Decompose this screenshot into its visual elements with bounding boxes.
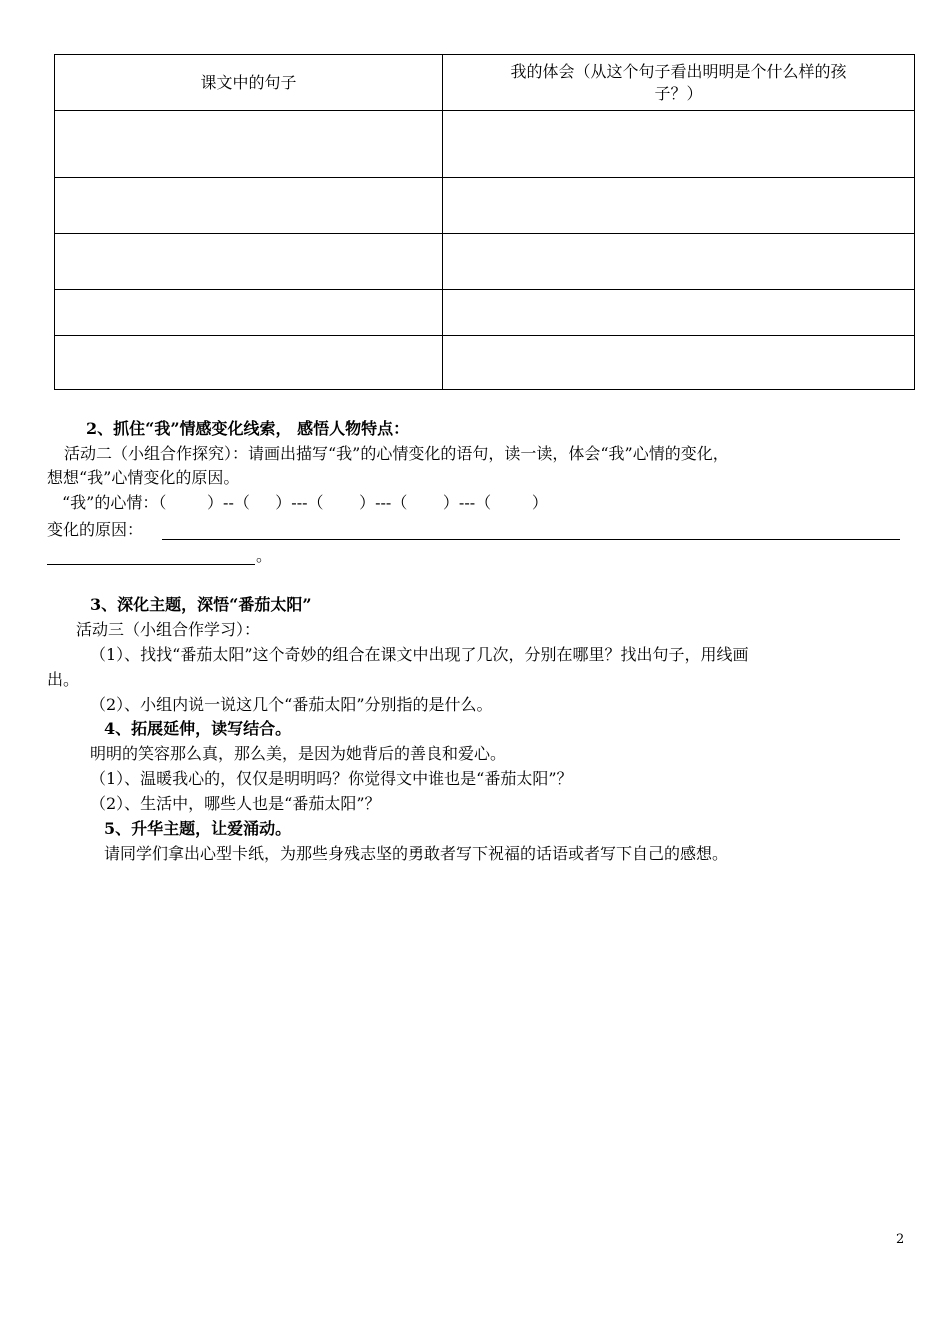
reason-label: 变化的原因： xyxy=(47,520,144,539)
section3-heading: 3、深化主题，深悟“番茄太阳” xyxy=(90,595,312,614)
section2-heading: 2、抓住“我”情感变化线索， 感悟人物特点： xyxy=(86,419,410,438)
sentence-cell[interactable] xyxy=(55,336,443,390)
sentence-cell[interactable] xyxy=(55,178,443,234)
table-row xyxy=(55,336,915,390)
section4-item1: （1）、温暖我心的，仅仅是明明吗？你觉得文中谁也是“番茄太阳”？ xyxy=(90,769,573,788)
header-reflection xyxy=(443,55,915,111)
reason-end-mark: 。 xyxy=(256,546,273,565)
reflection-cell[interactable] xyxy=(443,111,915,178)
table-row xyxy=(55,111,915,178)
mood-sequence-line[interactable]: “我”的心情：（ ）--（ ）---（ ）---（ ）---（ ） xyxy=(62,493,548,512)
reflection-cell[interactable] xyxy=(443,336,915,390)
section3-item1-line1: （1）、找找“番茄太阳”这个奇妙的组合在课文中出现了几次，分别在哪里？找出句子，用线画 xyxy=(90,645,749,664)
page-number: 2 xyxy=(896,1232,905,1247)
reason-answer-line[interactable] xyxy=(162,539,900,540)
sentence-reflection-table xyxy=(54,54,915,390)
reflection-cell[interactable] xyxy=(443,234,915,290)
reflection-cell[interactable] xyxy=(443,290,915,336)
reflection-cell[interactable] xyxy=(443,178,915,234)
sentence-cell[interactable] xyxy=(55,234,443,290)
activity2-line1: 活动二（小组合作探究）：请画出描写“我”的心情变化的语句，读一读，体会“我”心情的变化， xyxy=(64,444,729,463)
activity3-label: 活动三（小组合作学习）： xyxy=(76,620,261,639)
reason-answer-line-2[interactable] xyxy=(47,564,255,565)
header-reflection-line2: 子？） xyxy=(654,83,703,103)
section5-text: 请同学们拿出心型卡纸，为那些身残志坚的勇敢者写下祝福的话语或者写下自己的感想。 xyxy=(104,844,729,863)
header-reflection-line1: 我的体会（从这个句子看出明明是个什么样的孩 xyxy=(510,61,847,81)
activity2-line2: 想想“我”心情变化的原因。 xyxy=(47,468,240,487)
table-row xyxy=(55,178,915,234)
section3-item1-line2: 出。 xyxy=(47,670,80,689)
section4-heading: 4、拓展延伸，读写结合。 xyxy=(104,719,292,738)
sentence-cell[interactable] xyxy=(55,290,443,336)
section4-item2: （2）、生活中，哪些人也是“番茄太阳”？ xyxy=(90,794,381,813)
sentence-cell[interactable] xyxy=(55,111,443,178)
table-row xyxy=(55,234,915,290)
table-header-row xyxy=(55,55,915,111)
section3-item2: （2）、小组内说一说这几个“番茄太阳”分别指的是什么。 xyxy=(90,695,493,714)
header-sentences: 课文中的句子 xyxy=(55,55,443,111)
table-row xyxy=(55,290,915,336)
section5-heading: 5、升华主题，让爱涌动。 xyxy=(104,819,292,838)
section4-intro: 明明的笑容那么真，那么美，是因为她背后的善良和爱心。 xyxy=(90,744,507,763)
